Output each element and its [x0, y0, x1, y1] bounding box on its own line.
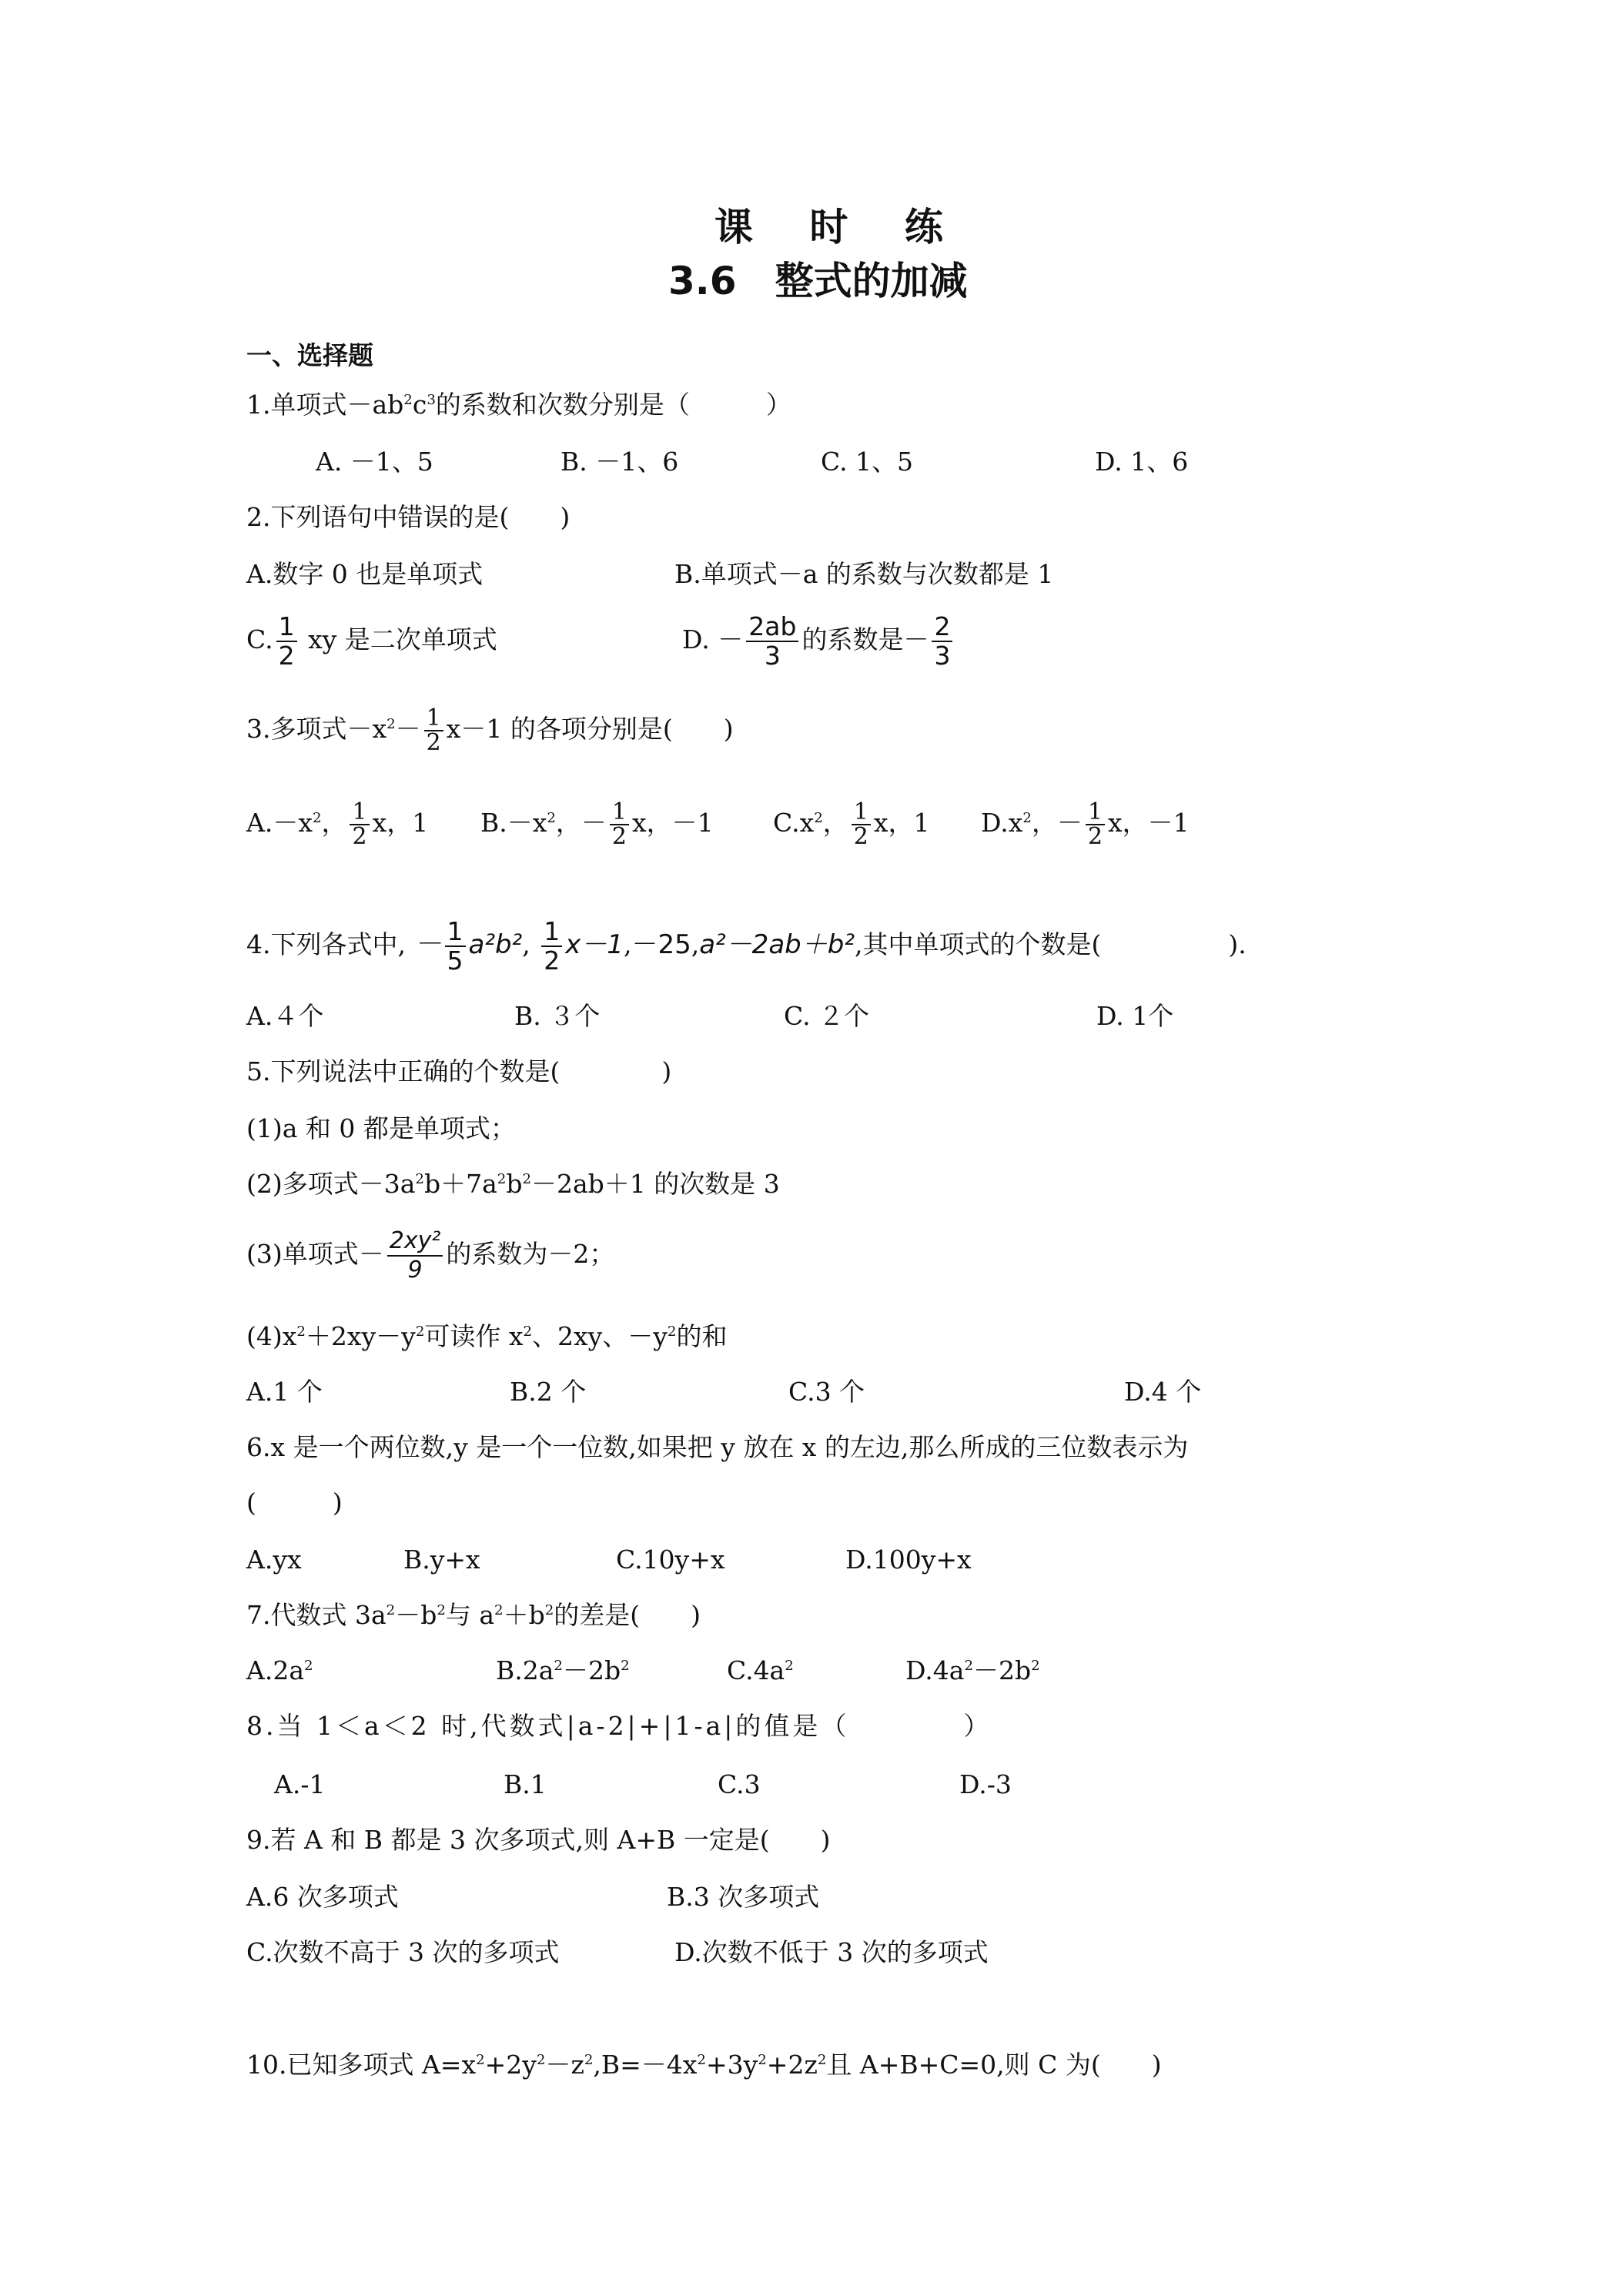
q9-option-b: B.3 次多项式 — [667, 1882, 820, 1912]
question-8-stem: 8.当 1＜a＜2 时,代数式|a-2|+|1-a|的值是（ ） — [246, 1711, 992, 1741]
q3-denominator: 2 — [426, 729, 441, 756]
q3-c-fraction — [852, 798, 871, 850]
q5-statement-2 — [246, 1169, 780, 1200]
q5-s3-den: 9 — [407, 1257, 423, 1284]
q5-s4-a: (4)x — [246, 1321, 297, 1351]
q3-a-pre: A.－x — [246, 808, 313, 838]
q4-expr-4: a²－2ab＋b² — [699, 929, 855, 960]
q3-c-pre: C.x — [773, 808, 815, 838]
q8-option-a: A.-1 — [274, 1769, 326, 1799]
q7-opt-d-2: －2b — [973, 1655, 1032, 1685]
q7-a3: 与 a — [445, 1600, 495, 1630]
q9-option-c: C.次数不高于 3 次的多项式 — [246, 1937, 560, 1967]
q4-e2-num: 1 — [541, 918, 562, 947]
q10-p4: ,B=－4x — [593, 2050, 698, 2080]
q2-d-prefix: D. － — [682, 624, 744, 654]
q6-answer-paren: ( ) — [246, 1488, 343, 1518]
question-7-stem — [246, 1600, 701, 1631]
q3-a-post: x，1 — [372, 808, 429, 838]
question-4-stem — [246, 918, 1247, 975]
q4-e2-den: 2 — [544, 946, 561, 976]
q3-a-fraction — [350, 798, 369, 850]
q7-opt-a-sup: 2 — [304, 1658, 313, 1674]
q10-p6: +2z — [766, 2050, 818, 2080]
q4-option-a: A.４个 — [246, 1001, 324, 1031]
q4-option-d: D. 1个 — [1096, 1001, 1174, 1031]
q5-s3-post: 的系数为－2； — [446, 1239, 615, 1269]
q5-option-b: B.2 个 — [510, 1377, 587, 1407]
q3-c-den: 2 — [853, 823, 868, 850]
q5-s4-e: 的和 — [676, 1321, 728, 1351]
q2-d-denominator: 3 — [764, 641, 781, 671]
q5-s3-pre: (3)单项式－ — [246, 1239, 384, 1269]
q7-a4: ＋b — [503, 1600, 545, 1630]
q1-sup-2: 3 — [427, 392, 436, 408]
q3-c-mid: ， — [822, 808, 848, 838]
q3-numerator: 1 — [424, 707, 443, 731]
q5-s4-sup-2: 2 — [415, 1324, 425, 1340]
q2-option-a: A.数字 0 也是单项式 — [246, 559, 484, 589]
q3-b-mid: ，－ — [555, 808, 607, 838]
q3-d-post: x，－1 — [1108, 808, 1190, 838]
q3-c-sup: 2 — [814, 810, 823, 826]
q10-sup-6: 2 — [817, 2052, 827, 2068]
q2-option-c — [246, 613, 497, 670]
q3-option-d — [981, 798, 1190, 850]
q7-opt-b-sup-1: 2 — [554, 1658, 563, 1674]
q3-c-num: 1 — [852, 801, 871, 825]
q2-option-b: B.单项式－a 的系数与次数都是 1 — [674, 559, 1054, 589]
q4-expr-2-body: x－1 — [565, 929, 624, 960]
q2-d-numerator-2: 2 — [932, 613, 952, 642]
q5-s3-fraction — [387, 1227, 443, 1284]
q3-b-num: 1 — [610, 801, 629, 825]
q2-option-d — [682, 613, 955, 670]
q10-p2: +2y — [484, 2050, 537, 2080]
q7-opt-b-1: B.2a — [496, 1655, 554, 1685]
q5-s2-sup-3: 2 — [522, 1171, 531, 1187]
q2-d-fraction-2 — [932, 613, 952, 670]
q5-s2-d: －2ab＋1 的次数是 3 — [530, 1169, 780, 1199]
q10-sup-1: 2 — [476, 2052, 485, 2068]
q3-d-den: 2 — [1087, 823, 1103, 850]
q5-s4-b: ＋2xy－y — [305, 1321, 416, 1351]
q6-option-b: B.y+x — [403, 1545, 480, 1575]
q5-s4-sup-1: 2 — [296, 1324, 306, 1340]
q3-a-num: 1 — [350, 801, 369, 825]
q3-sup: 2 — [387, 716, 396, 732]
q1-lead: 1.单项式－ab — [246, 390, 404, 420]
q3-d-sup: 2 — [1022, 810, 1032, 826]
q5-statement-3 — [246, 1227, 614, 1284]
q5-s4-d: 、2xy、－y — [532, 1321, 668, 1351]
q3-a-den: 2 — [352, 823, 367, 850]
q4-sep-3: , — [691, 929, 700, 959]
q7-opt-b-2: －2b — [562, 1655, 621, 1685]
q3-b-fraction — [610, 798, 629, 850]
q4-pre: 4.下列各式中, — [246, 929, 406, 959]
question-9-stem: 9.若 A 和 B 都是 3 次多项式,则 A+B 一定是( ) — [246, 1825, 831, 1855]
q3-pre: 3.多项式－x — [246, 714, 387, 744]
q7-a5: 的差是( ) — [554, 1600, 701, 1630]
q3-b-post: x，－1 — [632, 808, 714, 838]
q7-option-b — [496, 1655, 630, 1686]
q10-p5: +3y — [705, 2050, 758, 2080]
q2-c-text: xy 是二次单项式 — [300, 624, 497, 654]
q2-d-numerator: 2ab — [746, 613, 798, 642]
q10-sup-5: 2 — [758, 2052, 767, 2068]
q3-b-sup: 2 — [547, 810, 556, 826]
q7-sup-1: 2 — [386, 1602, 396, 1618]
q10-sup-3: 2 — [584, 2052, 594, 2068]
q2-c-numerator: 1 — [276, 613, 297, 642]
q4-post: ,其中单项式的个数是( ). — [854, 929, 1247, 959]
q4-expr-1-fraction — [445, 918, 466, 975]
q4-expr-1-body: a²b² — [468, 929, 523, 960]
q7-option-a — [246, 1655, 313, 1686]
q6-option-d: D.100y+x — [845, 1545, 972, 1575]
q10-p3: －z — [545, 2050, 584, 2080]
q5-s2-sup-1: 2 — [415, 1171, 424, 1187]
question-1-stem — [246, 390, 791, 420]
q2-c-fraction — [276, 613, 297, 670]
q3-option-a — [246, 798, 429, 850]
question-2-stem: 2.下列语句中错误的是( ) — [246, 502, 571, 532]
q3-a-sup: 2 — [312, 810, 322, 826]
q3-b-pre: B.－x — [480, 808, 547, 838]
q5-option-a: A.1 个 — [246, 1377, 323, 1407]
q6-option-c: C.10y+x — [616, 1545, 725, 1575]
q8-option-d: D.-3 — [959, 1769, 1012, 1799]
q10-sup-2: 2 — [536, 2052, 546, 2068]
question-3-stem — [246, 707, 734, 755]
q3-fraction — [424, 707, 443, 755]
q5-statement-4 — [246, 1321, 727, 1352]
q3-option-c — [773, 798, 930, 850]
q7-opt-d-sup-2: 2 — [1031, 1658, 1040, 1674]
q7-opt-c-sup: 2 — [785, 1658, 794, 1674]
q5-s2-b: b＋7a — [423, 1169, 497, 1199]
q5-option-d: D.4 个 — [1124, 1377, 1202, 1407]
q9-option-d: D.次数不低于 3 次的多项式 — [674, 1937, 989, 1967]
q7-sup-2: 2 — [437, 1602, 446, 1618]
q2-c-denominator: 2 — [278, 641, 295, 671]
q3-a-mid: ， — [321, 808, 347, 838]
q10-sup-4: 2 — [697, 2052, 706, 2068]
page-subtitle: 3.6 整式的加减 — [668, 259, 968, 303]
q7-opt-b-sup-2: 2 — [621, 1658, 630, 1674]
q1-option-d: D. 1、6 — [1095, 447, 1189, 477]
q7-sup-4: 2 — [544, 1602, 554, 1618]
q6-option-a: A.yx — [246, 1545, 302, 1575]
page-title: 课 时 练 — [714, 205, 965, 249]
q7-a2: －b — [395, 1600, 437, 1630]
question-10-stem — [246, 2050, 1162, 2080]
q3-d-fraction — [1086, 798, 1105, 850]
question-6-stem: 6.x 是一个两位数,y 是一个一位数,如果把 y 放在 x 的左边,那么所成的三位数表示为 — [246, 1432, 1189, 1462]
q4-expr-3: －25 — [631, 929, 691, 960]
q5-s2-a: (2)多项式－3a — [246, 1169, 416, 1199]
q2-d-denominator-2: 3 — [934, 641, 951, 671]
q5-s2-sup-2: 2 — [497, 1171, 507, 1187]
q7-sup-3: 2 — [494, 1602, 504, 1618]
q7-opt-d-sup-1: 2 — [964, 1658, 973, 1674]
q7-opt-a-text: A.2a — [246, 1655, 304, 1685]
q5-option-c: C.3 个 — [788, 1377, 865, 1407]
q7-a1: 7.代数式 3a — [246, 1600, 387, 1630]
q4-sep-1: , — [522, 929, 530, 959]
q3-d-num: 1 — [1086, 801, 1105, 825]
q3-post: x－1 的各项分别是( ) — [446, 714, 734, 744]
q7-option-d — [905, 1655, 1040, 1686]
q1-tail: 的系数和次数分别是（ ） — [435, 390, 791, 420]
section-heading: 一、选择题 — [246, 340, 373, 370]
q4-option-c: C. ２个 — [784, 1001, 870, 1031]
q5-s4-c: 可读作 x — [424, 1321, 524, 1351]
q10-p7: 且 A+B+C=0,则 C 为( ) — [826, 2050, 1162, 2080]
q2-c-prefix: C. — [246, 624, 273, 654]
q3-d-pre: D.x — [981, 808, 1023, 838]
q3-option-b — [480, 798, 714, 850]
q3-d-mid: ，－ — [1031, 808, 1083, 838]
q8-option-b: B.1 — [504, 1769, 547, 1799]
q4-sep-2: , — [623, 929, 632, 959]
q4-e1-den: 5 — [447, 946, 463, 976]
q5-statement-1: (1)a 和 0 都是单项式； — [246, 1113, 516, 1143]
q7-opt-d-1: D.4a — [905, 1655, 965, 1685]
question-5-stem: 5.下列说法中正确的个数是( ) — [246, 1056, 672, 1086]
q5-s2-c: b — [506, 1169, 523, 1199]
q4-expr-2-fraction — [541, 918, 562, 975]
q8-option-c: C.3 — [718, 1769, 761, 1799]
q2-d-fraction — [746, 613, 798, 670]
q10-p1: 10.已知多项式 A=x — [246, 2050, 477, 2080]
q5-s3-num: 2xy² — [387, 1227, 443, 1257]
q3-b-den: 2 — [611, 823, 627, 850]
q1-option-a: A. －1、5 — [316, 447, 433, 477]
q4-e1-num: 1 — [445, 918, 466, 947]
q2-d-mid: 的系数是－ — [801, 624, 929, 654]
q7-option-c — [727, 1655, 794, 1686]
q5-s4-sup-4: 2 — [667, 1324, 677, 1340]
q9-option-a: A.6 次多项式 — [246, 1882, 399, 1912]
q7-opt-c-text: C.4a — [727, 1655, 785, 1685]
q1-mid: c — [412, 390, 427, 420]
q1-sup-1: 2 — [403, 392, 413, 408]
q3-minus: － — [395, 714, 421, 744]
q4-expr-1-sign: － — [413, 929, 442, 960]
q4-option-b: B. ３个 — [514, 1001, 601, 1031]
q5-s4-sup-3: 2 — [523, 1324, 533, 1340]
q1-option-c: C. 1、5 — [821, 447, 914, 477]
q3-c-post: x，1 — [873, 808, 930, 838]
q1-option-b: B. －1、6 — [561, 447, 679, 477]
